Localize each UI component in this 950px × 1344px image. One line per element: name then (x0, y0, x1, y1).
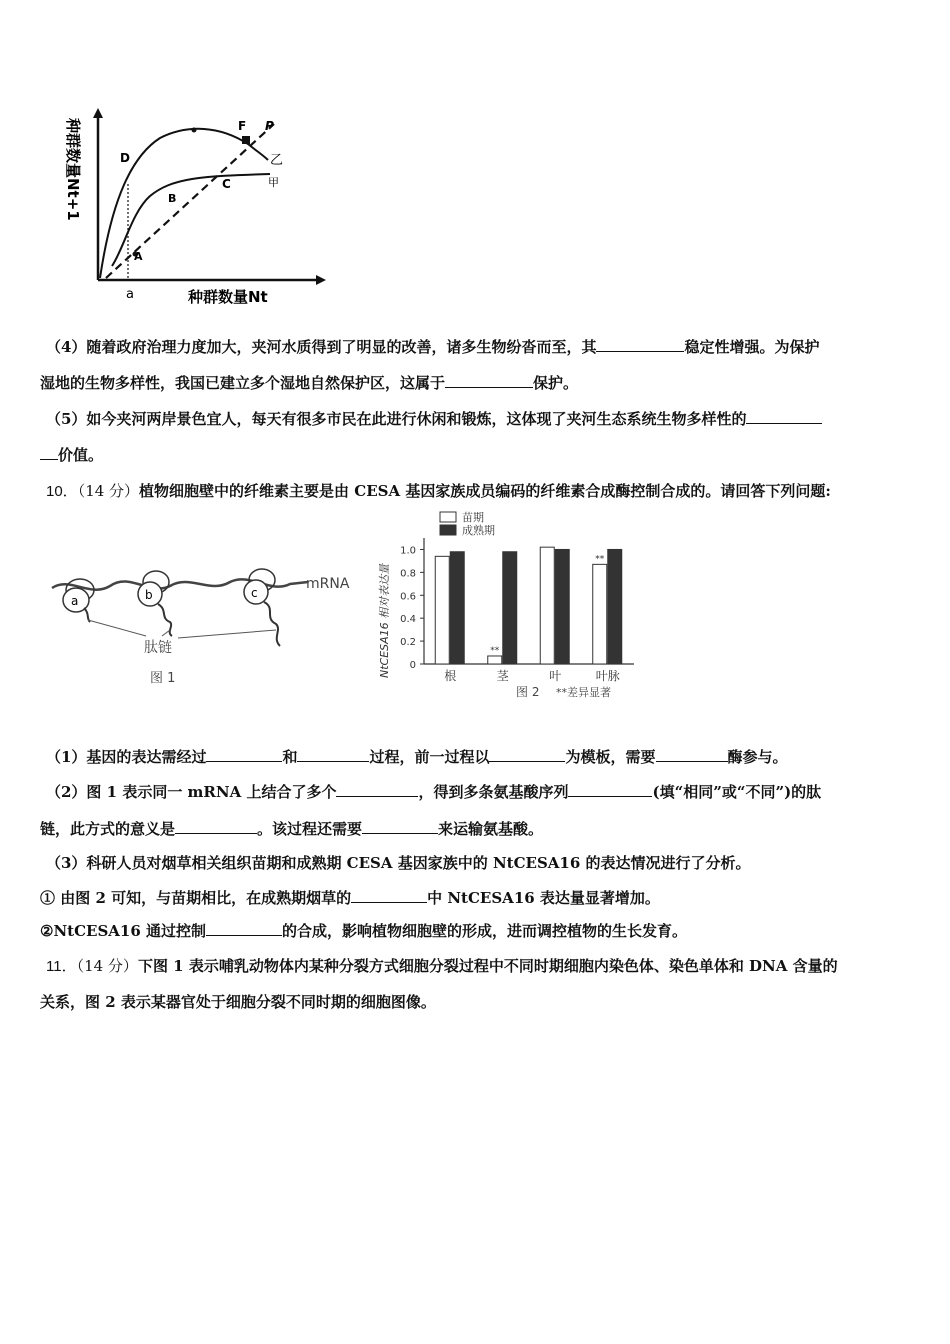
significance-note: **差异显著 (556, 686, 611, 699)
svg-text:b: b (145, 588, 153, 602)
label-yi: 乙 (270, 153, 284, 168)
y-tick-label: 0.4 (400, 614, 416, 626)
answer-blank[interactable] (206, 747, 282, 762)
bar-seedling-1 (488, 656, 502, 664)
q9-part5-line1: （5）如今夹河两岸景色宜人，每天有很多市民在此进行休闲和锻炼，这体现了夹河生态系统生物多样性的 (46, 408, 822, 429)
q10-part2-line1: （2）图 1 表示同一 mRNA 上结合了多个 ，得到多条氨基酸序列 (填“相同”或“不同”)的肽 (46, 783, 822, 801)
x-axis-label: 种群数量Nt (188, 288, 268, 306)
label-p: P (265, 119, 274, 133)
answer-blank[interactable] (656, 747, 728, 762)
q10-part1: （1）基因的表达需经过 和 过程，前一过程以 为模板，需要 酶参与。 (46, 748, 788, 766)
legend-swatch-seedling (440, 512, 456, 522)
answer-blank[interactable] (297, 747, 369, 762)
category-label: 叶脉 (595, 669, 620, 683)
label-c: C (222, 177, 231, 191)
q11-stem-line2: 关系，图 2 表示某器官处于细胞分裂不同时期的细胞图像。 (40, 993, 436, 1011)
q10-part2-line2: 链，此方式的意义是 。该过程还需要 来运输氨基酸。 (40, 820, 544, 838)
category-label: 茎 (496, 669, 509, 683)
label-jia: 甲 (268, 176, 279, 189)
svg-text:a: a (71, 594, 79, 608)
answer-blank[interactable] (445, 373, 533, 388)
y-tick-label: 0.6 (400, 591, 416, 603)
y-tick-label: 0.2 (400, 637, 416, 649)
bar-mature-1 (503, 552, 517, 664)
y-axis-label: 种群数量Nt+1 (64, 118, 82, 221)
svg-text:c: c (251, 586, 258, 600)
q10-part3-sub2: ②NtCESA16 通过控制 的合成，影响植物细胞壁的形成，进而调控植物的生长发育。 (40, 922, 688, 940)
bar-mature-3 (608, 549, 622, 664)
q9-part5-line2: 价值。 (40, 444, 103, 465)
bar-mature-0 (450, 552, 464, 664)
answer-blank[interactable] (351, 888, 427, 903)
chart-y-label: NtCESA16 相对表达量 (378, 563, 391, 678)
label-a-upper: A (134, 250, 143, 263)
y-tick-label: 0 (409, 660, 416, 671)
legend-label-mature: 成熟期 (462, 524, 495, 537)
q11-stem-line1: 11．（14 分）下图 1 表示哺乳动物体内某种分裂方式细胞分裂过程中不同时期细胞内染色体、染色单体和 DNA 含量的 (46, 957, 838, 975)
dashed-line-p (106, 124, 274, 278)
answer-blank[interactable] (40, 445, 58, 460)
q9-part4-line1: （4）随着政府治理力度加大，夹河水质得到了明显的改善，诸多生物纷沓而至，其 稳定性增强。为保护 (46, 338, 820, 356)
y-tick-label: 1.0 (400, 545, 416, 557)
q10-part3-sub1: ① 由图 2 可知，与苗期相比，在成熟期烟草的 中 NtCESA16 表达量显著增加。 (40, 889, 660, 907)
figure-1-ribosomes (50, 560, 360, 690)
significance-mark: ** (595, 554, 605, 565)
bar-mature-2 (555, 549, 569, 664)
category-label: 根 (444, 669, 457, 683)
q9-part4-line2: 湿地的生物多样性，我国已建立多个湿地自然保护区，这属于 保护。 (40, 374, 579, 392)
answer-blank[interactable] (336, 782, 418, 797)
bar-seedling-0 (435, 556, 449, 664)
q10-stem: 10．（14 分）植物细胞壁中的纤维素主要是由 CESA 基因家族成员编码的纤维素合成酶控制合成的。请回答下列问题: (46, 482, 831, 500)
answer-blank[interactable] (175, 819, 257, 834)
label-d: D (120, 151, 130, 165)
y-tick-label: 0.8 (400, 568, 416, 580)
peptide-chain-label: 肽链 (144, 640, 172, 656)
category-label: 叶 (549, 669, 562, 683)
figure-1-caption: 图 1 (150, 671, 176, 686)
answer-blank[interactable] (206, 921, 282, 936)
label-a-axis: a (126, 287, 134, 302)
label-f: F (238, 119, 247, 133)
figure-2-caption: 图 2 (516, 685, 540, 699)
answer-blank[interactable] (746, 409, 822, 424)
answer-blank[interactable] (489, 747, 565, 762)
answer-blank[interactable] (362, 819, 438, 834)
answer-blank[interactable] (568, 782, 652, 797)
q10-part3-stem: （3）科研人员对烟草相关组织苗期和成熟期 CESA 基因家族中的 NtCESA16 的表达情况进行了分析。 (46, 854, 751, 872)
bar-seedling-3 (593, 564, 607, 664)
answer-blank[interactable] (596, 337, 684, 352)
bar-seedling-2 (540, 547, 554, 664)
mrna-label: mRNA (306, 576, 350, 592)
legend-label-seedling: 苗期 (462, 511, 484, 524)
legend-swatch-mature (440, 525, 456, 535)
figure-2-bar-chart (370, 508, 650, 704)
population-curve-figure (60, 108, 330, 308)
label-b: B (168, 192, 177, 205)
significance-mark: ** (490, 645, 500, 656)
